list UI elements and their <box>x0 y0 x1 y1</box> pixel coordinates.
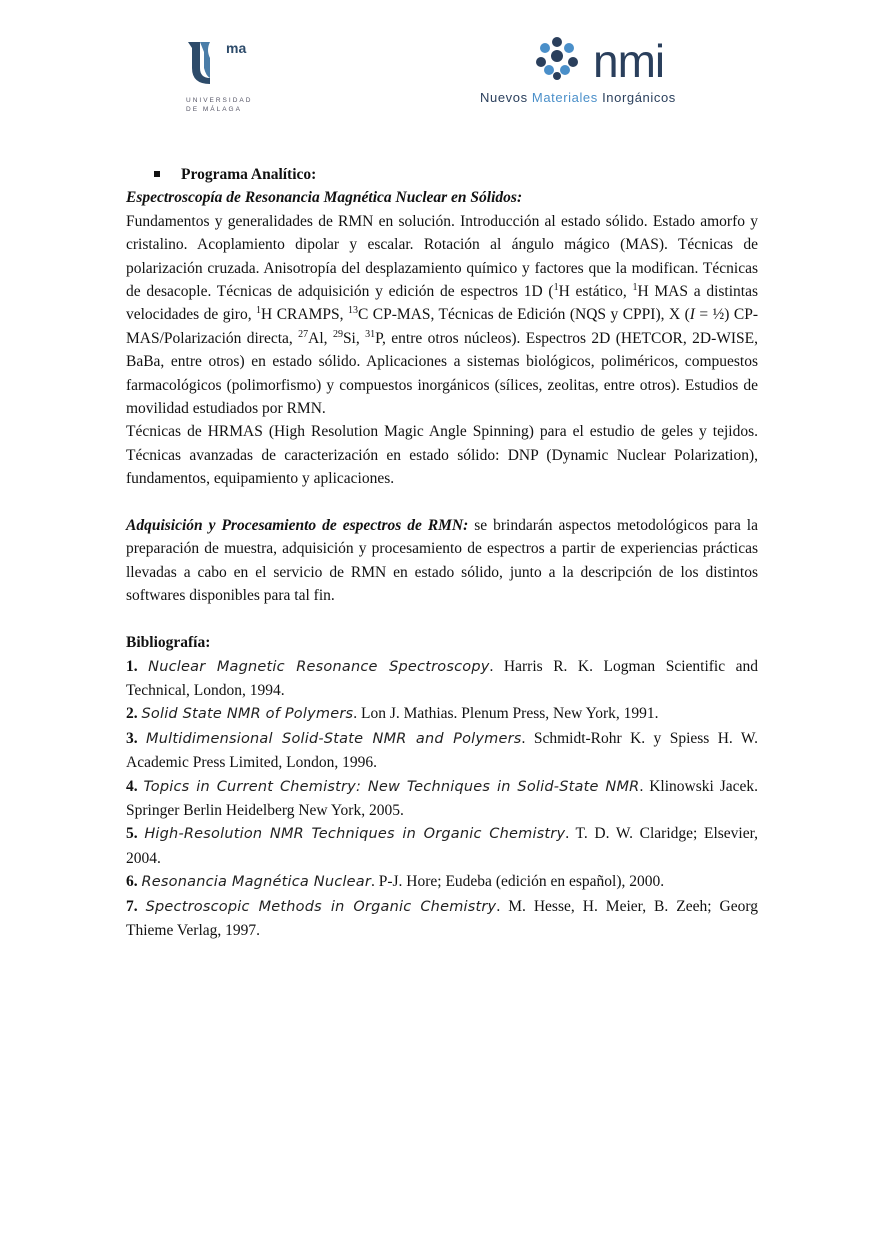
reference-item: 1. Nuclear Magnetic Resonance Spectroscopy. Harris R. K. Logman Scientific and Technical, London, 1994. <box>126 657 759 699</box>
reference-list <box>126 655 758 943</box>
reference-item: 5. High-Resolution NMR Techniques in Organic Chemistry. T. D. W. Claridge; Elsevier, 2004. <box>126 825 759 867</box>
reference-item: 7. Spectroscopic Methods in Organic Chemistry. M. Hesse, H. Meier, B. Zeeh; Georg Thieme Verlag, 1997. <box>126 897 758 939</box>
uma-emblem-icon <box>186 38 228 88</box>
uma-superscript: ma <box>226 40 247 56</box>
page-header <box>0 0 885 130</box>
paragraph-hrmas: Técnicas de HRMAS (High Resolution Magic Angle Spinning) para el estudio de geles y tejidos. Técnicas avanzadas de caracterización en estado sólido: DNP (Dynamic Nuclear Polarization), fundamentos, equipamiento y aplicaciones. <box>126 423 758 488</box>
reference-item: 4. Topics in Current Chemistry: New Techniques in Solid-State NMR. Klinowski Jacek. Springer Berlin Heidelberg New York, 2005. <box>126 777 759 819</box>
reference-item: 3. Multidimensional Solid-State NMR and Polymers. Schmidt-Rohr K. y Spiess H. W. Academic Press Limited, London, 1996. <box>126 729 759 772</box>
nmi-letters: nmi <box>593 35 665 87</box>
nmi-logo <box>478 34 738 114</box>
bibliografia-title: Bibliografía: <box>126 634 211 652</box>
paragraph-adquisicion: Adquisición y Procesamiento de espectros de RMN: se brindarán aspectos metodológicos para la preparación de muestra, adquisición y procesamiento de espectros a partir de experiencias prácticas llevadas a cabo en el servicio de RMN en estado sólido, junto a la descripción de los distintos softwares disponibles para tal fin. <box>126 517 758 605</box>
uma-name: UNIVERSIDAD DE MÁLAGA <box>186 97 253 113</box>
reference-item: 2. Solid State NMR of Polymers. Lon J. Mathias. Plenum Press, New York, 1991. <box>126 705 659 723</box>
document-body <box>126 163 758 942</box>
atom-cluster-icon <box>533 34 581 82</box>
bullet-heading: Programa Analítico: <box>126 163 758 186</box>
nmi-subtitle: Nuevos Materiales Inorgánicos <box>480 90 676 105</box>
universidad-malaga-logo <box>186 38 266 118</box>
section-title-rmn-solidos: Espectroscopía de Resonancia Magnética Nuclear en Sólidos: <box>126 189 523 207</box>
paragraph-fundamentos: Fundamentos y generalidades de RMN en solución. Introducción al estado sólido. Estado amorfo y cristalino. Acoplamiento dipolar y escalar. Rotación al ángulo mágico (MAS). Técnicas de polarización cruzada. Anisotropía del desplazamiento químico y factores que la modifican. Técnicas de desacople. Técnicas de adquisición y edición de espectros 1D ($^1$H estático, $^1$H MAS a distintas velocidades de giro, $^1$H CRAMPS, $^{13}$C CP-MAS, Técnicas de Edición (NQS y CPPI), X (I = ½) CP-MAS/Polarización directa, $^{27}$Al, $^{29}$Si, $^{31}$P, entre otros núcleos). Espectros 2D (HETCOR, 2D-WISE, BaBa, entre otros) en estado sólido. Aplicaciones a sistemas biológicos, poliméricos, compuestos farmacológicos (polimorfismo) y compuestos inorgánicos (sílices, zeolitas, entre otros). Estudios de movilidad estudiados por RMN. <box>126 212 759 418</box>
reference-item: 6. Resonancia Magnética Nuclear. P-J. Hore; Eudeba (edición en español), 2000. <box>126 873 665 891</box>
bullet-square-icon <box>154 171 160 177</box>
section-title-adquisicion: Adquisición y Procesamiento de espectros de RMN: <box>126 517 469 535</box>
